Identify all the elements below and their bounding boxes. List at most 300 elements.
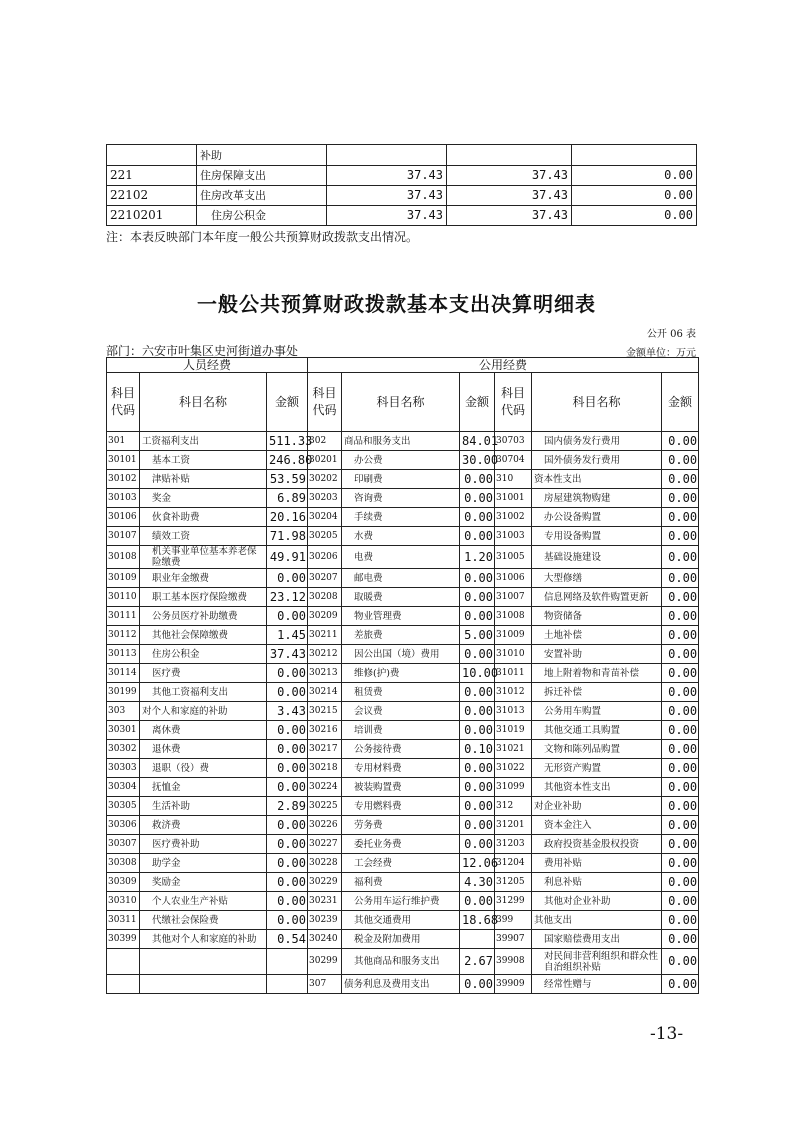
code-cell: 30201 [308,451,342,470]
table-row [107,508,699,527]
table-row [107,626,699,645]
code-cell: 30109 [107,569,140,588]
name-cell: 公务用车运行维护费 [342,892,460,911]
code-cell: 31007 [495,588,532,607]
code-cell: 30308 [107,854,140,873]
table-row [107,569,699,588]
code-cell: 30212 [308,645,342,664]
amount-cell: 0.00 [460,569,495,588]
amount-cell: 49.91 [267,546,308,569]
amount-cell: 0.00 [267,854,308,873]
code-cell: 30229 [308,873,342,892]
code-cell: 30310 [107,892,140,911]
header-code: 科目代码 [495,373,532,432]
amount-cell: 0.00 [267,683,308,702]
name-cell: 差旅费 [342,626,460,645]
expenditure-detail-table [106,357,699,994]
name-cell: 代缴社会保险费 [140,911,267,930]
name-cell: 个人农业生产补贴 [140,892,267,911]
name-cell: 土地补偿 [532,626,662,645]
name-cell: 对企业补助 [532,797,662,816]
name-cell: 其他支出 [532,911,662,930]
top-name-cell: 住房公积金 [197,206,327,226]
table-row [107,740,699,759]
name-cell: 被装购置费 [342,778,460,797]
top-code-cell [107,145,197,166]
amount-cell: 0.00 [662,721,699,740]
amount-cell: 18.68 [460,911,495,930]
table-row [107,873,699,892]
amount-cell: 10.00 [460,664,495,683]
code-cell: 30206 [308,546,342,569]
name-cell: 办公费 [342,451,460,470]
amount-cell: 71.98 [267,527,308,546]
amount-cell: 30.00 [460,451,495,470]
amount-cell: 0.00 [662,451,699,470]
header-name: 科目名称 [140,373,267,432]
table-row [107,911,699,930]
header-amount: 金额 [267,373,308,432]
code-cell: 307 [308,975,342,994]
code-cell: 30302 [107,740,140,759]
code-cell: 310 [495,470,532,489]
header-amount: 金额 [662,373,699,432]
amount-cell: 0.00 [267,664,308,683]
amount-cell: 2.67 [460,949,495,975]
name-cell: 印刷费 [342,470,460,489]
code-cell: 39909 [495,975,532,994]
amount-cell: 53.59 [267,470,308,489]
top-table-note: 注：本表反映部门本年度一般公共预算财政拨款支出情况。 [106,230,419,244]
amount-cell [460,930,495,949]
amount-cell: 0.00 [662,645,699,664]
name-cell: 因公出国（境）费用 [342,645,460,664]
table-row [107,683,699,702]
name-cell: 大型修缮 [532,569,662,588]
name-cell: 邮电费 [342,569,460,588]
amount-cell: 0.00 [662,911,699,930]
amount-cell: 0.00 [662,527,699,546]
code-cell: 39907 [495,930,532,949]
code-cell: 30199 [107,683,140,702]
amount-cell: 0.00 [460,892,495,911]
code-cell: 31008 [495,607,532,626]
table-row [107,470,699,489]
name-cell: 职业年金缴费 [140,569,267,588]
name-cell: 信息网络及软件购置更新 [532,588,662,607]
name-cell: 福利费 [342,873,460,892]
code-cell: 31019 [495,721,532,740]
code-cell: 31003 [495,527,532,546]
amount-cell: 0.00 [267,721,308,740]
top-amount-cell [447,145,572,166]
top-amount-cell: 0.00 [572,206,697,226]
name-cell: 维修(护)费 [342,664,460,683]
top-amount-cell: 37.43 [447,166,572,186]
name-cell: 租赁费 [342,683,460,702]
code-cell: 30240 [308,930,342,949]
amount-cell: 0.00 [662,975,699,994]
amount-cell: 2.89 [267,797,308,816]
name-cell: 其他社会保障缴费 [140,626,267,645]
name-cell: 专用燃料费 [342,797,460,816]
code-cell: 30205 [308,527,342,546]
table-row [107,975,699,994]
table-row [107,607,699,626]
code-cell: 30228 [308,854,342,873]
code-cell: 30704 [495,451,532,470]
code-cell: 30203 [308,489,342,508]
amount-cell: 0.00 [460,759,495,778]
name-cell: 费用补贴 [532,854,662,873]
name-cell: 商品和服务支出 [342,432,460,451]
top-amount-cell: 37.43 [327,186,447,206]
column-header-row [107,373,699,432]
code-cell: 30224 [308,778,342,797]
amount-cell: 0.00 [662,949,699,975]
code-cell: 30309 [107,873,140,892]
name-cell: 基础设施建设 [532,546,662,569]
name-cell: 津贴补贴 [140,470,267,489]
amount-cell [267,975,308,994]
name-cell: 助学金 [140,854,267,873]
amount-cell: 0.10 [460,740,495,759]
name-cell: 国内债务发行费用 [532,432,662,451]
amount-cell: 3.43 [267,702,308,721]
code-cell: 30208 [308,588,342,607]
table-row [107,527,699,546]
name-cell: 委托业务费 [342,835,460,854]
amount-cell: 6.89 [267,489,308,508]
amount-cell: 5.00 [460,626,495,645]
code-cell: 31012 [495,683,532,702]
amount-cell: 0.00 [460,607,495,626]
amount-cell: 0.00 [662,702,699,721]
amount-cell: 0.00 [267,778,308,797]
amount-cell: 0.00 [662,778,699,797]
name-cell: 资本金注入 [532,816,662,835]
amount-cell: 1.45 [267,626,308,645]
unit-label: 金额单位：万元 [626,348,696,359]
top-table-row [107,166,697,186]
amount-cell: 0.00 [267,569,308,588]
name-cell: 退休费 [140,740,267,759]
code-cell: 30299 [308,949,342,975]
amount-cell: 0.00 [662,816,699,835]
table-row [107,702,699,721]
name-cell: 税金及附加费用 [342,930,460,949]
name-cell: 电费 [342,546,460,569]
amount-cell: 0.00 [662,588,699,607]
name-cell: 离休费 [140,721,267,740]
code-cell: 30218 [308,759,342,778]
name-cell: 机关事业单位基本养老保险缴费 [140,546,267,569]
name-cell: 水费 [342,527,460,546]
code-cell: 30301 [107,721,140,740]
amount-cell: 12.06 [460,854,495,873]
name-cell: 工会经费 [342,854,460,873]
code-cell: 30225 [308,797,342,816]
name-cell: 基本工资 [140,451,267,470]
name-cell: 医疗费 [140,664,267,683]
name-cell: 其他工资福利支出 [140,683,267,702]
table-row [107,451,699,470]
code-cell: 301 [107,432,140,451]
code-cell: 303 [107,702,140,721]
name-cell: 其他商品和服务支出 [342,949,460,975]
name-cell [140,949,267,975]
amount-cell: 0.00 [267,759,308,778]
name-cell: 国家赔偿费用支出 [532,930,662,949]
page-title: 一般公共预算财政拨款基本支出决算明细表 [197,292,596,316]
amount-cell: 0.00 [460,527,495,546]
amount-cell: 0.00 [460,797,495,816]
table-row [107,645,699,664]
name-cell: 生活补助 [140,797,267,816]
code-cell: 30108 [107,546,140,569]
code-cell: 30303 [107,759,140,778]
name-cell: 资本性支出 [532,470,662,489]
amount-cell: 0.00 [662,489,699,508]
name-cell: 利息补贴 [532,873,662,892]
code-cell: 30214 [308,683,342,702]
top-amount-cell: 0.00 [572,186,697,206]
name-cell: 无形资产购置 [532,759,662,778]
code-cell: 30107 [107,527,140,546]
public-group-header: 公用经费 [308,358,699,373]
top-amount-cell: 37.43 [447,186,572,206]
code-cell: 30307 [107,835,140,854]
top-code-cell: 221 [107,166,197,186]
code-cell: 30306 [107,816,140,835]
amount-cell: 0.00 [662,569,699,588]
code-cell: 30103 [107,489,140,508]
code-cell: 31203 [495,835,532,854]
code-cell: 30217 [308,740,342,759]
code-cell: 30111 [107,607,140,626]
amount-cell: 0.00 [460,470,495,489]
amount-cell: 0.00 [662,470,699,489]
name-cell: 经常性赠与 [532,975,662,994]
name-cell: 安置补助 [532,645,662,664]
name-cell: 物资储备 [532,607,662,626]
name-cell: 其他交通费用 [342,911,460,930]
code-cell: 30204 [308,508,342,527]
amount-cell: 4.30 [460,873,495,892]
code-cell: 302 [308,432,342,451]
amount-cell: 0.00 [460,975,495,994]
amount-cell: 0.00 [662,873,699,892]
amount-cell: 0.00 [267,873,308,892]
name-cell: 其他资本性支出 [532,778,662,797]
name-cell: 对个人和家庭的补助 [140,702,267,721]
code-cell: 30213 [308,664,342,683]
table-row [107,432,699,451]
name-cell: 救济费 [140,816,267,835]
name-cell: 培训费 [342,721,460,740]
name-cell: 政府投资基金股权投资 [532,835,662,854]
amount-cell: 0.00 [662,432,699,451]
name-cell: 伙食补助费 [140,508,267,527]
table-row [107,835,699,854]
code-cell: 30102 [107,470,140,489]
amount-cell: 0.00 [267,892,308,911]
code-cell: 31001 [495,489,532,508]
amount-cell: 0.00 [662,740,699,759]
table-row [107,489,699,508]
name-cell: 办公设备购置 [532,508,662,527]
table-row [107,546,699,569]
code-cell: 31022 [495,759,532,778]
name-cell: 对民间非营利组织和群众性自治组织补贴 [532,949,662,975]
code-cell: 31013 [495,702,532,721]
name-cell: 专用材料费 [342,759,460,778]
code-cell: 31006 [495,569,532,588]
code-cell: 312 [495,797,532,816]
amount-cell: 246.80 [267,451,308,470]
top-table-row [107,186,697,206]
name-cell: 劳务费 [342,816,460,835]
code-cell: 30399 [107,930,140,949]
name-cell: 其他交通工具购置 [532,721,662,740]
amount-cell: 0.00 [267,607,308,626]
code-cell: 30239 [308,911,342,930]
top-amount-cell: 37.43 [327,166,447,186]
amount-cell: 0.00 [460,721,495,740]
amount-cell: 0.00 [460,835,495,854]
code-cell: 30209 [308,607,342,626]
amount-cell: 0.00 [662,508,699,527]
department-label: 部门：六安市叶集区史河街道办事处 [106,344,299,358]
top-amount-cell: 0.00 [572,166,697,186]
name-cell: 奖励金 [140,873,267,892]
code-cell: 30207 [308,569,342,588]
amount-cell: 0.00 [460,702,495,721]
table-row [107,797,699,816]
amount-cell: 0.00 [460,645,495,664]
code-cell: 399 [495,911,532,930]
name-cell: 住房公积金 [140,645,267,664]
top-amount-cell: 37.43 [327,206,447,226]
amount-cell: 0.00 [460,778,495,797]
amount-cell [267,949,308,975]
name-cell: 其他对企业补助 [532,892,662,911]
top-name-cell: 补助 [197,145,327,166]
name-cell [140,975,267,994]
name-cell: 公务用车购置 [532,702,662,721]
code-cell: 31099 [495,778,532,797]
top-code-cell: 2210201 [107,206,197,226]
amount-cell: 0.00 [662,759,699,778]
code-cell: 30227 [308,835,342,854]
amount-cell: 0.00 [267,740,308,759]
amount-cell: 0.00 [662,797,699,816]
table-row [107,664,699,683]
name-cell: 公务员医疗补助缴费 [140,607,267,626]
table-row [107,892,699,911]
amount-cell: 0.00 [460,508,495,527]
code-cell: 30311 [107,911,140,930]
top-table-row [107,145,697,166]
amount-cell: 0.00 [460,816,495,835]
name-cell: 绩效工资 [140,527,267,546]
code-cell: 30114 [107,664,140,683]
table-row [107,759,699,778]
code-cell: 31011 [495,664,532,683]
name-cell: 医疗费补助 [140,835,267,854]
amount-cell: 0.54 [267,930,308,949]
top-table-row [107,206,697,226]
name-cell: 债务利息及费用支出 [342,975,460,994]
table-row [107,854,699,873]
code-cell: 30304 [107,778,140,797]
amount-cell: 23.12 [267,588,308,607]
name-cell: 手续费 [342,508,460,527]
name-cell: 退职（役）费 [140,759,267,778]
page-number: -13- [650,1024,684,1044]
name-cell: 工资福利支出 [140,432,267,451]
top-name-cell: 住房改革支出 [197,186,327,206]
top-code-cell: 22102 [107,186,197,206]
code-cell: 30305 [107,797,140,816]
name-cell: 房屋建筑物购建 [532,489,662,508]
name-cell: 咨询费 [342,489,460,508]
table-row [107,778,699,797]
name-cell: 拆迁补偿 [532,683,662,702]
code-cell: 30202 [308,470,342,489]
code-cell [107,949,140,975]
amount-cell: 0.00 [662,546,699,569]
table-row [107,949,699,975]
amount-cell: 0.00 [662,930,699,949]
amount-cell: 84.01 [460,432,495,451]
code-cell: 30216 [308,721,342,740]
amount-cell: 0.00 [460,588,495,607]
amount-cell: 0.00 [662,683,699,702]
amount-cell: 511.33 [267,432,308,451]
code-cell: 30101 [107,451,140,470]
name-cell: 专用设备购置 [532,527,662,546]
name-cell: 国外债务发行费用 [532,451,662,470]
top-continuation-table [106,144,697,226]
code-cell: 30231 [308,892,342,911]
name-cell: 公务接待费 [342,740,460,759]
name-cell: 文物和陈列品购置 [532,740,662,759]
amount-cell: 0.00 [460,489,495,508]
code-cell: 31021 [495,740,532,759]
top-name-cell: 住房保障支出 [197,166,327,186]
code-cell: 30226 [308,816,342,835]
code-cell: 30110 [107,588,140,607]
amount-cell: 37.43 [267,645,308,664]
code-cell: 30106 [107,508,140,527]
name-cell: 职工基本医疗保险缴费 [140,588,267,607]
code-cell: 30703 [495,432,532,451]
table-row [107,816,699,835]
amount-cell: 0.00 [460,683,495,702]
header-name: 科目名称 [342,373,460,432]
table-row [107,930,699,949]
amount-cell: 0.00 [662,607,699,626]
code-cell: 31009 [495,626,532,645]
amount-cell: 0.00 [267,835,308,854]
amount-cell: 0.00 [662,626,699,645]
top-amount-cell [327,145,447,166]
code-cell: 30215 [308,702,342,721]
top-amount-cell [572,145,697,166]
code-cell: 31002 [495,508,532,527]
header-name: 科目名称 [532,373,662,432]
